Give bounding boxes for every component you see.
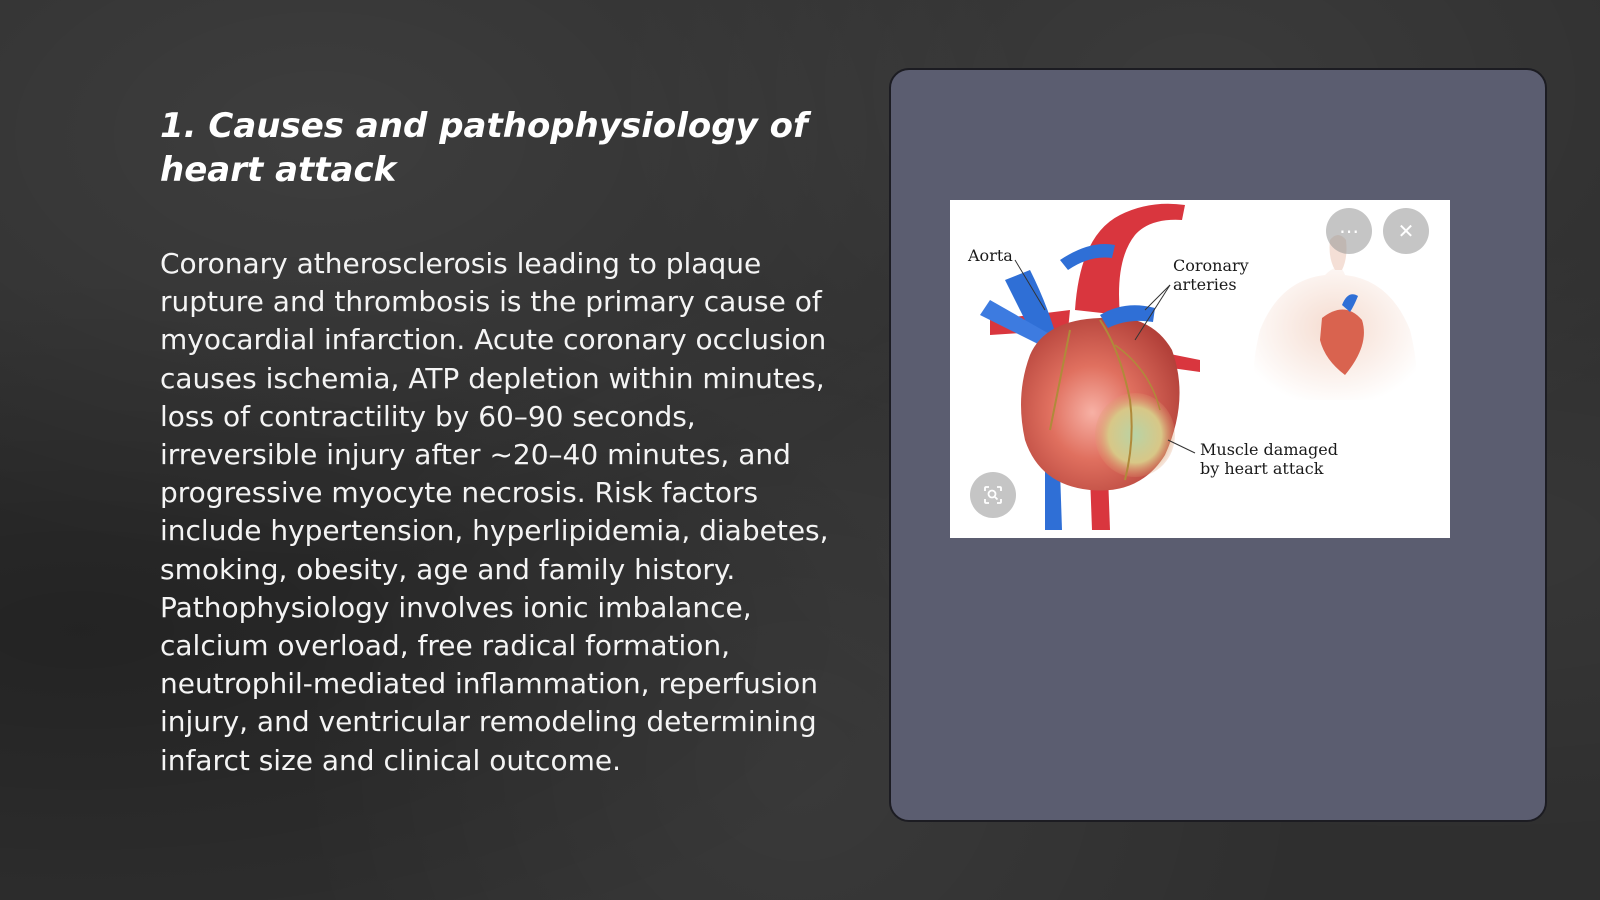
more-options-button[interactable]	[1326, 208, 1372, 254]
label-muscle-line2: by heart attack	[1200, 459, 1324, 478]
label-coronary-arteries	[1173, 256, 1249, 294]
close-image-button[interactable]	[1383, 208, 1429, 254]
heart-diagram-image[interactable]	[950, 200, 1450, 538]
visual-search-icon	[982, 484, 1004, 506]
visual-search-button[interactable]	[970, 472, 1016, 518]
leader-line-coronary-1	[1145, 285, 1170, 310]
close-icon: ✕	[1397, 219, 1415, 243]
slide-title: 1. Causes and pathophysiology of heart attack	[160, 106, 808, 190]
label-coronary-line2: arteries	[1173, 275, 1237, 294]
damaged-muscle-area	[1095, 393, 1175, 477]
slide-body-text: Coronary atherosclerosis leading to plaque rupture and thrombosis is the primary cause of myocardial infarction. Acute coronary occlusion causes ischemia, ATP depletion within minutes, loss of contractility by 60–90 seconds, irreversible injury after ~20–40 minutes, and progressive myocyte necrosis. Risk factors include hypertension, hyperlipidemia, diabetes, smoking, obesity, age and family history. Pathophysiology involves ionic imbalance, calcium overload, free radical formation, neutrophil-mediated inflammation, reperfusion injury, and ventricular remodeling determining infarct size and clinical outcome.	[160, 247, 829, 777]
aortic-arch	[1075, 204, 1185, 315]
label-aorta: Aorta	[968, 246, 1013, 265]
image-panel	[889, 68, 1547, 822]
more-options-icon: ⋯	[1339, 219, 1359, 243]
label-muscle-line1: Muscle damaged	[1200, 440, 1338, 459]
label-muscle-damaged	[1200, 440, 1338, 478]
label-coronary-line1: Coronary	[1173, 256, 1249, 275]
heart-illustration	[950, 200, 1450, 538]
